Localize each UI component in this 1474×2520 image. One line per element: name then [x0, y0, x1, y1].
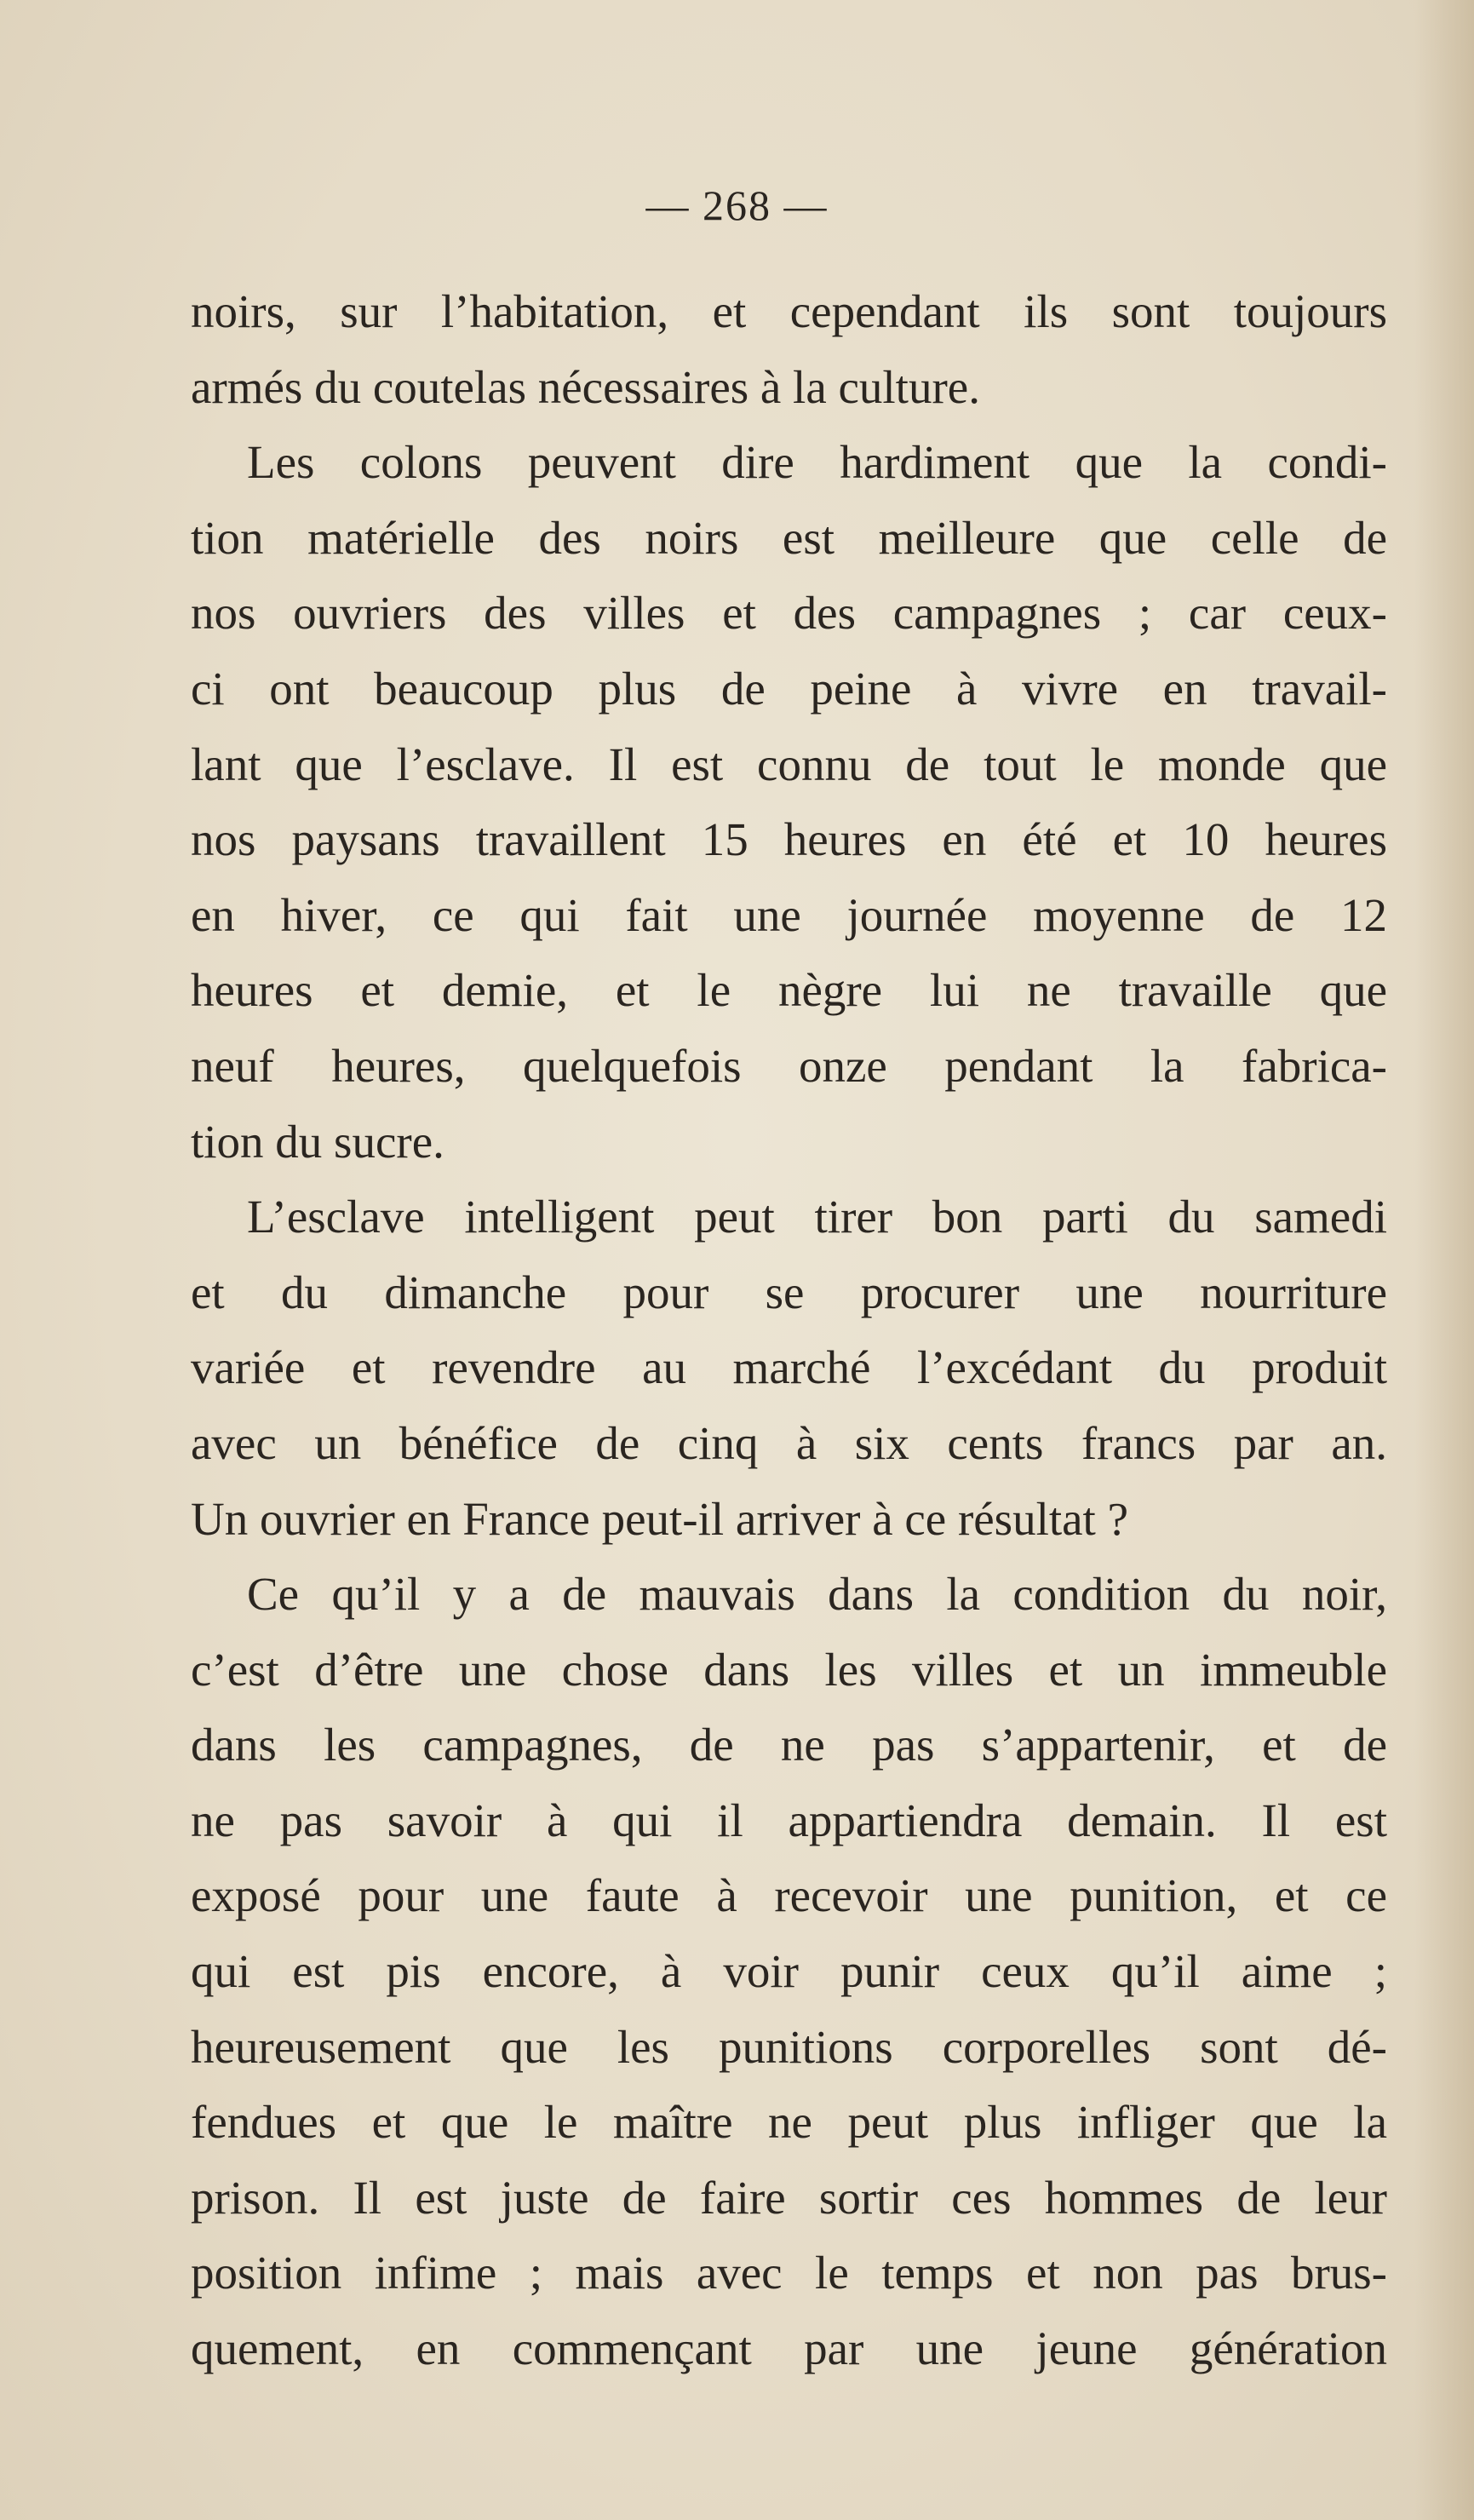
page-edge-shadow [1414, 0, 1474, 2520]
text-line: ci ont beaucoup plus de peine à vivre en travail- [191, 662, 1387, 715]
text-line: lant que l’esclave. Il est connu de tout le monde que [191, 738, 1387, 790]
text-line: qui est pis encore, à voir punir ceux qu’il aime ; [191, 1945, 1387, 1998]
page-number: — 268 — [645, 181, 829, 229]
text-line: avec un bénéfice de cinq à six cents francs par an. [191, 1416, 1387, 1469]
text-line: tion matérielle des noirs est meilleure que celle de [191, 511, 1387, 564]
text-line: armés du coutelas nécessaires à la culture. [191, 360, 980, 413]
body-text [191, 274, 1387, 2387]
text-line: nos paysans travaillent 15 heures en été et 10 heures [191, 813, 1387, 866]
text-line: Les colons peuvent dire hardiment que la condi- [247, 436, 1387, 489]
text-line: ne pas savoir à qui il appartiendra demain. Il est [191, 1794, 1387, 1846]
text-line: fendues et que le maître ne peut plus infliger que la [191, 2096, 1387, 2149]
text-line: heures et demie, et le nègre lui ne travaille que [191, 964, 1387, 1017]
text-line: Un ouvrier en France peut-il arriver à ce résultat ? [191, 1492, 1128, 1545]
text-line: en hiver, ce qui fait une journée moyenne de 12 [191, 888, 1387, 941]
text-line: c’est d’être une chose dans les villes et un immeuble [191, 1643, 1387, 1696]
text-line: dans les campagnes, de ne pas s’appartenir, et de [191, 1719, 1387, 1771]
text-line: L’esclave intelligent peut tirer bon parti du samedi [247, 1191, 1387, 1243]
text-line: quement, en commençant par une jeune génération [191, 2322, 1387, 2375]
text-line: Ce qu’il y a de mauvais dans la condition du noir, [247, 1568, 1387, 1621]
text-line: position infime ; mais avec le temps et non pas brus- [191, 2247, 1387, 2299]
text-line: neuf heures, quelquefois onze pendant la fabrica- [191, 1039, 1387, 1092]
text-line: exposé pour une faute à recevoir une punition, et ce [191, 1869, 1387, 1922]
text-line: tion du sucre. [191, 1115, 444, 1168]
text-line: et du dimanche pour se procurer une nourriture [191, 1266, 1387, 1318]
text-line: noirs, sur l’habitation, et cependant ils sont toujours [191, 285, 1387, 337]
text-line: variée et revendre au marché l’excédant du produit [191, 1341, 1387, 1394]
text-line: heureusement que les punitions corporelles sont dé- [191, 2020, 1387, 2073]
text-line: nos ouvriers des villes et des campagnes ; car ceux- [191, 587, 1387, 640]
text-line: prison. Il est juste de faire sortir ces hommes de leur [191, 2171, 1387, 2224]
